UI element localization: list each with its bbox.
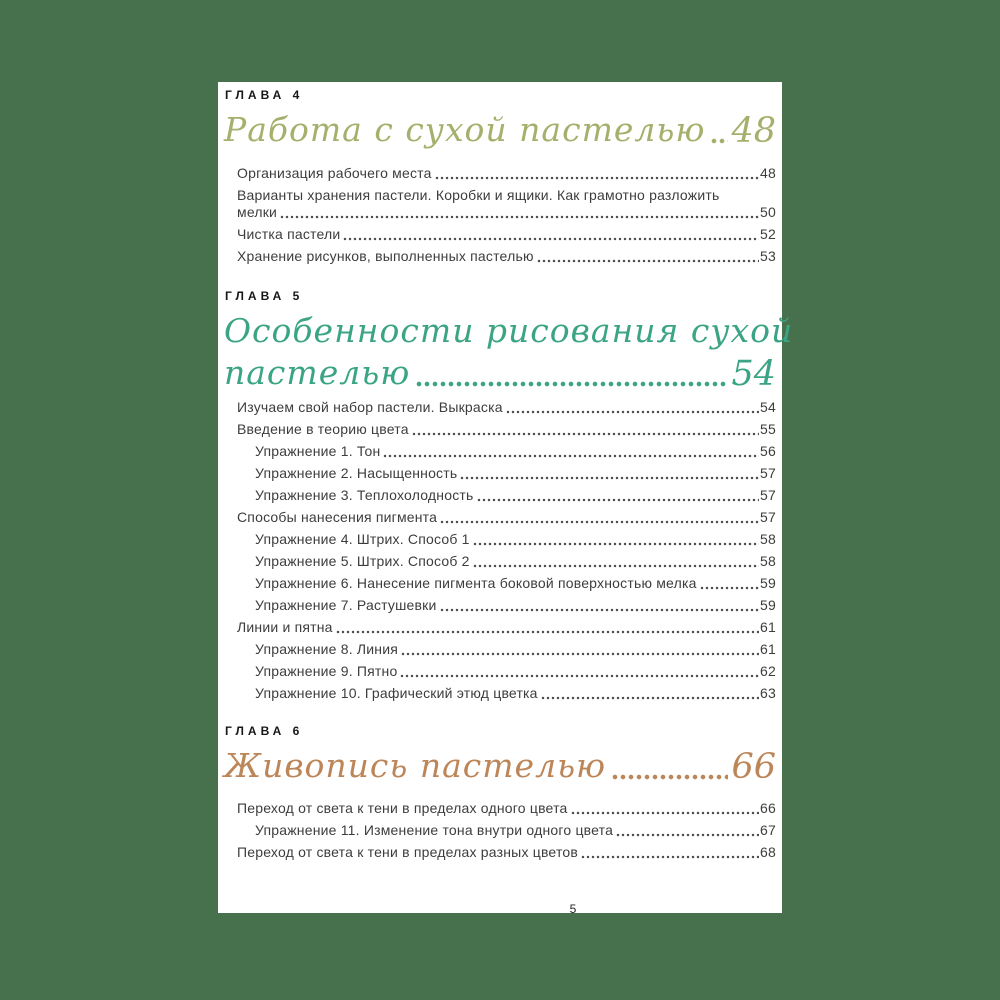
toc-entry-text: Упражнение 4. Штрих. Способ 1 bbox=[255, 531, 470, 547]
dot-leader bbox=[383, 454, 759, 458]
toc-entry-text: Варианты хранения пастели. Коробки и ящики. Как грамотно разложить bbox=[237, 187, 720, 203]
entry-page-number: 58 bbox=[760, 531, 776, 547]
dot-leader bbox=[280, 215, 759, 219]
toc-entry bbox=[255, 658, 776, 680]
toc-entry bbox=[255, 438, 776, 460]
toc-entry bbox=[255, 817, 776, 839]
toc-chapter bbox=[218, 721, 782, 861]
dot-leader bbox=[616, 833, 759, 837]
toc-entry bbox=[237, 839, 776, 861]
entry-page-number: 57 bbox=[760, 509, 776, 525]
toc-entry bbox=[255, 548, 776, 570]
toc-entry bbox=[237, 204, 776, 221]
dot-leader bbox=[400, 674, 759, 678]
dot-leader bbox=[700, 586, 759, 590]
dot-leader bbox=[460, 476, 759, 480]
toc-entry-text: Упражнение 1. Тон bbox=[255, 443, 381, 459]
dot-leader bbox=[473, 564, 759, 568]
toc-entry-text: Упражнение 10. Графический этюд цветка bbox=[255, 685, 538, 701]
entry-page-number: 58 bbox=[760, 553, 776, 569]
chapter-label: ГЛАВА 6 bbox=[225, 724, 304, 738]
entry-page-number: 53 bbox=[760, 248, 776, 264]
dot-leader bbox=[571, 811, 760, 815]
toc-entry bbox=[255, 680, 776, 702]
entry-page-number: 59 bbox=[760, 597, 776, 613]
dot-leader bbox=[506, 410, 759, 414]
chapter-title: Работа с сухой пастелью bbox=[224, 110, 706, 149]
dot-leader bbox=[537, 259, 759, 263]
toc-entry bbox=[255, 482, 776, 504]
dot-leader bbox=[435, 176, 759, 180]
entry-page-number: 63 bbox=[760, 685, 776, 701]
toc-entry-text: Переход от света к тени в пределах одного цвета bbox=[237, 800, 568, 816]
toc-entry bbox=[237, 504, 776, 526]
toc-entry-text: Способы нанесения пигмента bbox=[237, 509, 438, 525]
toc-entry bbox=[237, 221, 776, 243]
toc-entry-text: мелки bbox=[237, 204, 278, 220]
toc-entry-text: Упражнение 7. Растушевки bbox=[255, 597, 437, 613]
chapter-title-block bbox=[224, 310, 794, 394]
chapter-entries bbox=[223, 160, 776, 265]
entry-page-number: 61 bbox=[760, 641, 776, 657]
dot-leader bbox=[477, 498, 760, 502]
chapter-title-row bbox=[224, 352, 776, 394]
entry-page-number: 57 bbox=[760, 487, 776, 503]
toc-entry bbox=[237, 394, 776, 416]
dot-leader bbox=[416, 381, 728, 387]
toc-entry-text: Упражнение 5. Штрих. Способ 2 bbox=[255, 553, 470, 569]
toc-entry-text: Линии и пятна bbox=[237, 619, 333, 635]
dot-leader bbox=[473, 542, 759, 546]
toc-entry bbox=[255, 592, 776, 614]
chapter-page-number: 66 bbox=[731, 747, 776, 787]
dot-leader bbox=[581, 855, 759, 859]
toc-entry-text: Хранение рисунков, выполненных пастелью bbox=[237, 248, 534, 264]
toc-entry bbox=[237, 795, 776, 817]
dot-leader bbox=[541, 696, 759, 700]
chapter-page-number: 48 bbox=[731, 111, 776, 151]
entry-page-number: 67 bbox=[760, 822, 776, 838]
toc-entry bbox=[237, 614, 776, 636]
entry-page-number: 57 bbox=[760, 465, 776, 481]
toc-entry-text: Упражнение 9. Пятно bbox=[255, 663, 398, 679]
toc-entry bbox=[255, 526, 776, 548]
toc-entry bbox=[255, 636, 776, 658]
book-page bbox=[218, 82, 794, 916]
dot-leader bbox=[401, 652, 759, 656]
toc-entry bbox=[237, 243, 776, 265]
entry-page-number: 61 bbox=[760, 619, 776, 635]
chapter-entries bbox=[223, 394, 776, 702]
entry-page-number: 68 bbox=[760, 844, 776, 860]
chapter-title-row bbox=[224, 109, 776, 151]
entry-page-number: 52 bbox=[760, 226, 776, 242]
toc-entry bbox=[255, 460, 776, 482]
entry-page-number: 54 bbox=[760, 399, 776, 415]
entry-page-number: 66 bbox=[760, 800, 776, 816]
toc-entry-text: Упражнение 2. Насыщенность bbox=[255, 465, 458, 481]
toc-entry-text: Упражнение 6. Нанесение пигмента боковой поверхностью мелка bbox=[255, 575, 697, 591]
dot-leader bbox=[336, 630, 759, 634]
dot-leader bbox=[440, 520, 759, 524]
chapter-page-number: 54 bbox=[731, 354, 776, 394]
dot-leader bbox=[412, 432, 759, 436]
chapter-title-row bbox=[224, 745, 776, 787]
toc-entry bbox=[237, 160, 776, 182]
entry-page-number: 55 bbox=[760, 421, 776, 437]
toc-entry-text: Изучаем свой набор пастели. Выкраска bbox=[237, 399, 503, 415]
entry-page-number: 56 bbox=[760, 443, 776, 459]
chapter-title-block bbox=[224, 109, 776, 151]
page-number: 5 bbox=[569, 902, 577, 916]
toc-entry-text: Упражнение 3. Теплохолодность bbox=[255, 487, 474, 503]
toc-entry-text: Организация рабочего места bbox=[237, 165, 432, 181]
toc-entry-text: Чистка пастели bbox=[237, 226, 341, 242]
entry-page-number: 48 bbox=[760, 165, 776, 181]
dot-leader bbox=[711, 138, 728, 144]
dot-leader bbox=[612, 774, 728, 780]
toc-entry-text: Переход от света к тени в пределах разных цветов bbox=[237, 844, 579, 860]
entry-page-number: 59 bbox=[760, 575, 776, 591]
toc-entry bbox=[237, 416, 776, 438]
dot-leader bbox=[440, 608, 759, 612]
chapter-title: Живопись пастелью bbox=[224, 746, 607, 785]
chapter-title-block bbox=[224, 745, 776, 787]
dot-leader bbox=[343, 237, 759, 241]
toc-entry-text: Упражнение 8. Линия bbox=[255, 641, 399, 657]
entry-page-number: 62 bbox=[760, 663, 776, 679]
toc-chapter bbox=[218, 85, 782, 265]
toc-chapter bbox=[218, 286, 794, 702]
toc-entry bbox=[255, 570, 776, 592]
chapter-entries bbox=[223, 795, 776, 861]
chapter-title-line: Особенности рисования сухой bbox=[224, 311, 794, 350]
toc-entry-text: Упражнение 11. Изменение тона внутри одного цвета bbox=[255, 822, 614, 838]
chapter-label: ГЛАВА 4 bbox=[225, 88, 304, 102]
entry-page-number: 50 bbox=[760, 204, 776, 220]
chapter-title: пастелью bbox=[224, 353, 411, 392]
toc-entry-text: Введение в теорию цвета bbox=[237, 421, 409, 437]
chapter-label: ГЛАВА 5 bbox=[225, 289, 304, 303]
